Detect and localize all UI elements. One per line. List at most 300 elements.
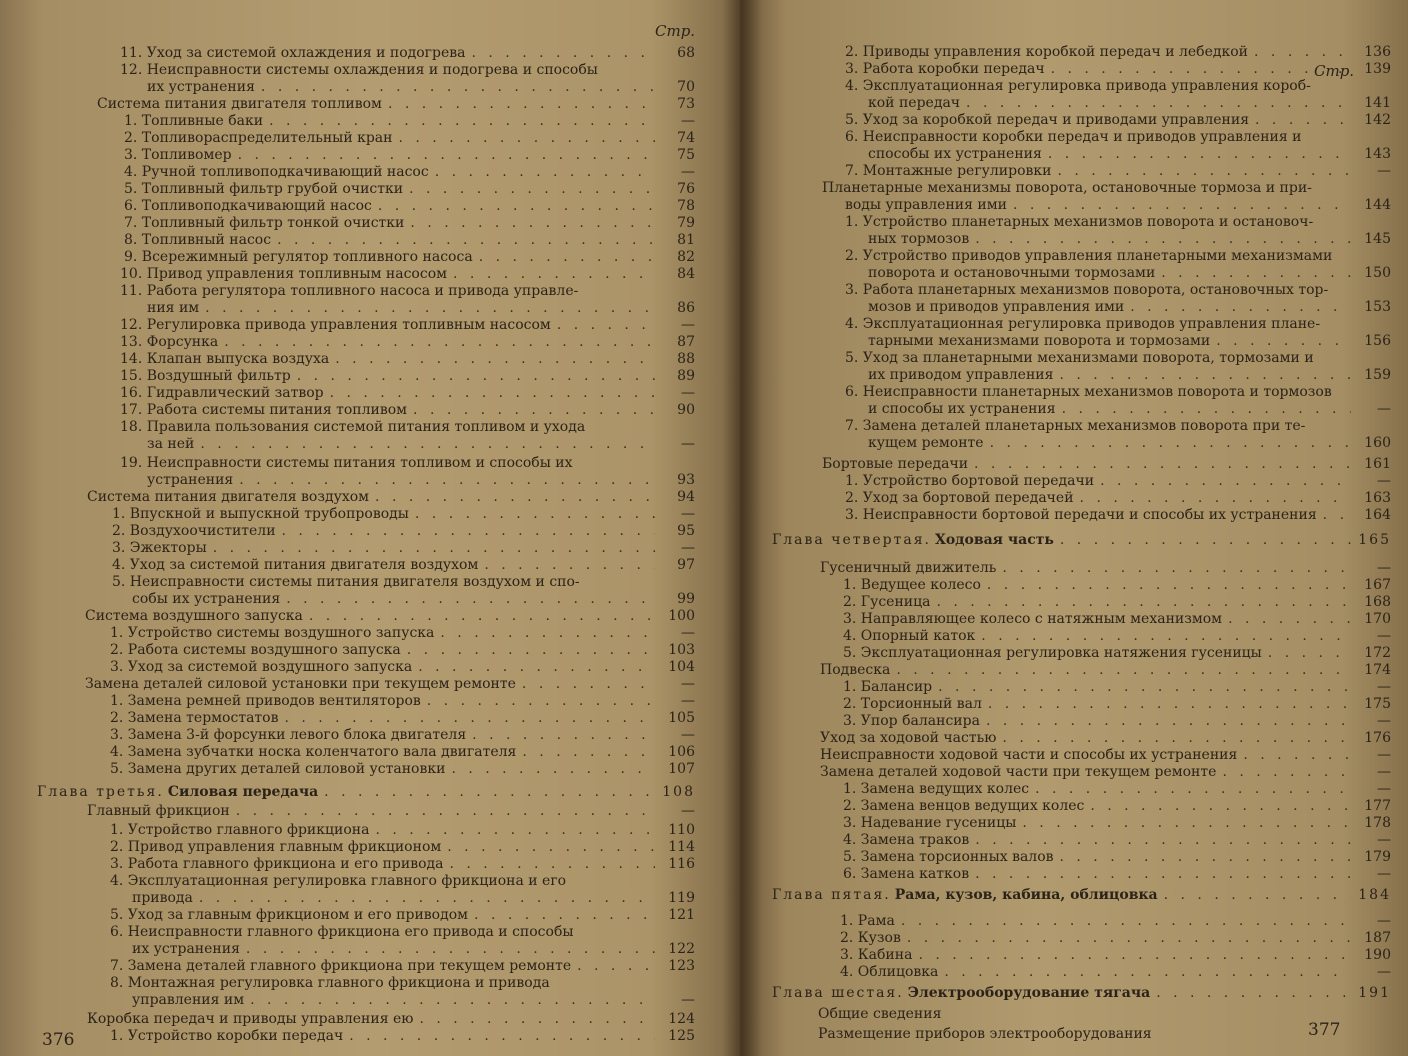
toc-page-number: 93	[677, 472, 695, 488]
toc-entry-title: 19. Неисправности системы питания топливом и способы их	[120, 455, 573, 471]
toc-entry	[110, 975, 635, 991]
toc-page-number: 172	[1364, 645, 1391, 661]
toc-entry-title: ния им	[147, 300, 200, 316]
toc-chapter-heading	[37, 784, 695, 800]
toc-entry	[845, 490, 1391, 506]
toc-entry-title: Подвеска	[820, 662, 891, 678]
dot-leader	[236, 803, 655, 819]
chapter-label: Глава шестая.	[772, 985, 904, 1001]
toc-page-number: 167	[1364, 577, 1391, 593]
dot-leader	[479, 249, 655, 265]
toc-page-number: 76	[677, 181, 695, 197]
toc-entry	[845, 248, 1335, 264]
toc-entry	[110, 1028, 695, 1044]
toc-entry-title: 1. Устройство системы воздушного запуска	[110, 625, 435, 641]
toc-entry	[845, 316, 1335, 332]
toc-page-number: 175	[1364, 696, 1391, 712]
toc-page-number: —	[1377, 781, 1391, 797]
toc-page-number: 99	[677, 591, 695, 607]
toc-entry	[110, 822, 695, 838]
toc-entry	[868, 265, 1391, 281]
toc-entry	[840, 964, 1391, 980]
chapter-title: Силовая передача	[167, 784, 319, 800]
toc-entry	[845, 418, 1335, 434]
toc-entry-title: 10. Привод управления топливным насосом	[120, 266, 448, 282]
toc-page-number: 179	[1364, 849, 1391, 865]
toc-entry-title: устранения	[147, 472, 234, 488]
toc-entry-title: 1. Балансир	[843, 679, 933, 695]
toc-entry	[120, 455, 635, 471]
toc-entry-title: 1. Устройство планетарных механизмов поворота и остановоч-	[845, 214, 1314, 230]
dot-leader	[1164, 887, 1351, 903]
dot-leader	[944, 964, 1351, 980]
toc-entry	[843, 594, 1391, 610]
toc-page-number: 165	[1358, 532, 1391, 548]
toc-page-number: 104	[668, 659, 695, 675]
dot-leader	[409, 181, 655, 197]
dot-leader	[901, 913, 1351, 929]
dot-leader	[986, 713, 1351, 729]
toc-entry	[112, 506, 695, 522]
toc-entry-title: привода	[132, 890, 193, 906]
toc-entry-title: 8. Топливный насос	[124, 232, 272, 248]
toc-entry-title: 2. Замена венцов ведущих колес	[843, 798, 1085, 814]
chapter-title: Электрооборудование тягача	[907, 985, 1151, 1001]
dot-leader	[199, 890, 655, 906]
toc-entry-title: 2. Воздухоочистители	[112, 523, 276, 539]
dot-leader	[1059, 367, 1351, 383]
toc-page-number: 89	[677, 368, 695, 384]
toc-entry	[820, 730, 1391, 746]
dot-leader	[1060, 849, 1352, 865]
dot-leader	[1100, 473, 1351, 489]
toc-entry	[820, 764, 1391, 780]
toc-page-number: 176	[1364, 730, 1391, 746]
toc-page-number: 177	[1364, 798, 1391, 814]
toc-entry	[845, 282, 1335, 298]
dot-leader	[975, 231, 1351, 247]
dot-leader	[449, 856, 655, 872]
chapter-title: Рама, кузов, кабина, облицовка	[894, 887, 1158, 903]
dot-leader	[378, 198, 655, 214]
toc-page-number: 143	[1364, 146, 1391, 162]
toc-entry	[112, 557, 695, 573]
toc-entry-title: 1. Устройство главного фрикциона	[110, 822, 370, 838]
dot-leader	[224, 334, 655, 350]
toc-page-number: 184	[1358, 887, 1391, 903]
dot-leader	[484, 557, 655, 573]
toc-page-number: 144	[1364, 197, 1391, 213]
toc-entry	[845, 112, 1391, 128]
toc-entry-title: 4. Опорный каток	[843, 628, 976, 644]
toc-entry-title: 8. Монтажная регулировка главного фрикциона и привода	[110, 975, 550, 991]
dot-leader	[987, 577, 1351, 593]
toc-entry-title: 13. Форсунка	[120, 334, 219, 350]
toc-entry-title: их приводом управления	[868, 367, 1054, 383]
toc-entry-title: Размещение приборов электрооборудования	[818, 1026, 1152, 1042]
toc-entry-title: Система воздушного запуска	[85, 608, 303, 624]
dot-leader	[896, 662, 1351, 678]
toc-entry	[845, 78, 1335, 94]
toc-entry	[845, 197, 1391, 213]
toc-entry-title: 1. Ведущее колесо	[843, 577, 981, 593]
dot-leader	[975, 866, 1351, 882]
dot-leader	[1002, 730, 1351, 746]
toc-entry	[147, 300, 695, 316]
toc-entry-title: Бортовые передачи	[822, 456, 969, 472]
toc-entry-title: 1. Устройство коробки передач	[110, 1028, 344, 1044]
toc-entry-title: 3. Топливомер	[124, 147, 232, 163]
toc-entry-title: 15. Воздушный фильтр	[120, 368, 291, 384]
right-page	[740, 0, 1408, 1056]
book-gutter	[722, 0, 762, 1056]
dot-leader	[413, 402, 655, 418]
dot-leader	[1161, 265, 1351, 281]
dot-leader	[1002, 560, 1351, 576]
toc-entry-title: 18. Правила пользования системой питания топливом и ухода	[120, 419, 586, 435]
toc-entry-title: 5. Топливный фильтр грубой очистки	[124, 181, 404, 197]
toc-entry	[840, 930, 1391, 946]
toc-page-number: 110	[668, 822, 695, 838]
toc-entry	[868, 333, 1391, 349]
dot-leader	[205, 300, 655, 316]
toc-entry-title: Гусеничный движитель	[820, 560, 997, 576]
dot-leader	[451, 761, 655, 777]
dot-leader	[918, 947, 1351, 963]
toc-page-number: 87	[677, 334, 695, 350]
toc-entry	[843, 577, 1391, 593]
toc-page-number: 145	[1364, 231, 1391, 247]
toc-page-number: 94	[677, 489, 695, 505]
toc-page-number: 136	[1364, 44, 1391, 60]
dot-leader	[1323, 507, 1351, 523]
toc-page-number: 191	[1358, 985, 1391, 1001]
toc-page-number: 82	[677, 249, 695, 265]
toc-entry-title: 4. Замена траков	[843, 832, 970, 848]
toc-entry-title: кой передач	[868, 95, 961, 111]
toc-entry	[840, 913, 1391, 929]
toc-entry-title: 12. Регулировка привода управления топливным насосом	[120, 317, 551, 333]
toc-page-number: —	[681, 727, 695, 743]
toc-entry	[124, 130, 695, 146]
toc-page-number: —	[1377, 913, 1391, 929]
toc-entry	[87, 1011, 695, 1027]
toc-entry	[110, 958, 695, 974]
dot-leader	[981, 628, 1351, 644]
toc-entry	[820, 747, 1391, 763]
toc-entry	[843, 679, 1391, 695]
toc-page-number: 81	[677, 232, 695, 248]
toc-entry-title: 7. Замена деталей главного фрикциона при текущем ремонте	[110, 958, 572, 974]
toc-entry-title: Система питания двигателя воздухом	[87, 489, 370, 505]
toc-entry-title: управления им	[132, 992, 245, 1008]
toc-page-number: 125	[668, 1028, 695, 1044]
toc-page-number: —	[681, 540, 695, 556]
toc-entry	[843, 815, 1391, 831]
toc-entry-title: Планетарные механизмы поворота, остановочные тормоза и при-	[822, 180, 1312, 196]
toc-entry	[843, 611, 1391, 627]
toc-entry-title: 5. Уход за планетарными механизмами поворота, тормозами и	[845, 350, 1314, 366]
toc-entry-title: Неисправности ходовой части и способы их устранения	[820, 747, 1238, 763]
toc-page-number: 84	[677, 266, 695, 282]
toc-entry-title: 2. Кузов	[840, 930, 901, 946]
toc-page-number: —	[681, 803, 695, 819]
toc-chapter-heading	[772, 887, 1391, 903]
toc-entry	[110, 873, 635, 889]
toc-page-number: 178	[1364, 815, 1391, 831]
toc-page-number: 97	[677, 557, 695, 573]
toc-entry	[845, 384, 1335, 400]
dot-leader	[1268, 645, 1351, 661]
toc-page-number: —	[681, 164, 695, 180]
toc-page-number: 174	[1364, 662, 1391, 678]
toc-entry	[110, 761, 695, 777]
dot-leader	[261, 79, 655, 95]
toc-entry-title: 12. Неисправности системы охлаждения и подогрева и способы	[120, 62, 598, 78]
toc-page-number: 68	[677, 45, 695, 61]
toc-entry-title: Система питания двигателя топливом	[97, 96, 382, 112]
dot-leader	[349, 1028, 655, 1044]
toc-page-number: 187	[1364, 930, 1391, 946]
toc-entry	[843, 832, 1391, 848]
toc-entry	[120, 419, 635, 435]
toc-entry	[868, 435, 1391, 451]
toc-entry-title: мозов и приводов управления ими	[868, 299, 1125, 315]
chapter-label: Глава четвертая.	[772, 532, 931, 548]
toc-entry-title: 3. Надевание гусеницы	[843, 815, 1017, 831]
toc-entry-title: 2. Топливораспределительный кран	[124, 130, 393, 146]
toc-chapter-heading	[772, 532, 1391, 548]
toc-page-number: 106	[668, 744, 695, 760]
dot-leader	[966, 95, 1351, 111]
toc-entry-title: воды управления ими	[845, 197, 1007, 213]
dot-leader	[1051, 61, 1351, 77]
toc-page-number: 107	[668, 761, 695, 777]
toc-page-number: 105	[668, 710, 695, 726]
toc-entry	[120, 62, 635, 78]
toc-entry	[124, 198, 695, 214]
toc-entry-title: 3. Работа планетарных механизмов поворота, остановочных тор-	[845, 282, 1329, 298]
toc-entry-title: 4. Облицовка	[840, 964, 939, 980]
toc-entry-title: ных тормозов	[868, 231, 970, 247]
toc-entry	[110, 856, 695, 872]
dot-leader	[472, 727, 655, 743]
toc-entry-title: 2. Гусеница	[843, 594, 931, 610]
toc-entry	[845, 163, 1391, 179]
toc-page-number: 190	[1364, 947, 1391, 963]
toc-entry	[110, 659, 695, 675]
toc-entry-title: 3. Работа коробки передач	[845, 61, 1045, 77]
toc-entry	[843, 628, 1391, 644]
toc-entry	[868, 95, 1391, 111]
dot-leader	[1243, 747, 1351, 763]
toc-entry	[120, 334, 695, 350]
toc-entry	[112, 574, 635, 590]
toc-page-number: 160	[1364, 435, 1391, 451]
dot-leader	[324, 784, 655, 800]
dot-leader	[330, 385, 655, 401]
toc-entry-title: 7. Замена деталей планетарных механизмов поворота при те-	[845, 418, 1306, 434]
toc-page-number: 116	[668, 856, 695, 872]
dot-leader	[1255, 112, 1351, 128]
toc-page-number: 86	[677, 300, 695, 316]
toc-entry-title: тарными механизмами поворота и тормозами	[868, 333, 1211, 349]
toc-entry-title: 3. Уход за системой воздушного запуска	[110, 659, 413, 675]
toc-entry	[85, 676, 695, 692]
toc-entry	[843, 645, 1391, 661]
dot-leader	[388, 96, 655, 112]
toc-entry	[843, 798, 1391, 814]
toc-entry-title: и способы их устранения	[868, 401, 1056, 417]
dot-leader	[1060, 532, 1351, 548]
toc-entry-title: 3. Направляющее колесо с натяжным механизмом	[843, 611, 1223, 627]
toc-entry	[868, 231, 1391, 247]
toc-entry	[868, 146, 1391, 162]
dot-leader	[1216, 333, 1351, 349]
toc-page-number: —	[1377, 964, 1391, 980]
toc-entry	[87, 489, 695, 505]
toc-entry	[110, 727, 695, 743]
toc-entry-title: 2. Торсионный вал	[843, 696, 982, 712]
toc-page-number: 103	[668, 642, 695, 658]
dot-leader	[1013, 197, 1351, 213]
toc-entry	[85, 608, 695, 624]
toc-entry	[120, 266, 695, 282]
toc-entry-title: их устранения	[147, 79, 255, 95]
toc-entry-title: 6. Неисправности коробки передач и приводов управления и	[845, 129, 1302, 145]
toc-entry	[845, 507, 1391, 523]
toc-entry-title: собы их устранения	[132, 591, 281, 607]
toc-page-number: 153	[1364, 299, 1391, 315]
dot-leader	[1254, 44, 1351, 60]
toc-entry-title: 6. Неисправности планетарных механизмов поворота и тормозов	[845, 384, 1332, 400]
toc-chapter-heading	[772, 985, 1391, 1001]
dot-leader	[1035, 781, 1351, 797]
toc-page-number: —	[681, 676, 695, 692]
dot-leader	[440, 625, 655, 641]
toc-entry-title: 3. Работа главного фрикциона и его привода	[110, 856, 444, 872]
toc-entry-title: 2. Привод управления главным фрикционом	[110, 839, 442, 855]
toc-entry-title: 2. Устройство приводов управления планетарными механизмами	[845, 248, 1333, 264]
toc-entry-title: Общие сведения	[818, 1006, 942, 1022]
toc-page-number: —	[681, 317, 695, 333]
toc-entry	[845, 129, 1335, 145]
table-of-contents-right	[740, 0, 1408, 1056]
dot-leader	[297, 368, 655, 384]
toc-entry	[132, 992, 695, 1008]
toc-page-number: 88	[677, 351, 695, 367]
toc-entry-title: 3. Замена 3-й форсунки левого блока двигателя	[110, 727, 467, 743]
toc-page-number: —	[681, 506, 695, 522]
dot-leader	[1057, 163, 1351, 179]
toc-page-number: —	[681, 436, 695, 452]
toc-entry-title: 11. Работа регулятора топливного насоса и привода управле-	[120, 283, 579, 299]
toc-entry	[843, 713, 1391, 729]
toc-page-number: 150	[1364, 265, 1391, 281]
dot-leader	[1080, 490, 1351, 506]
toc-page-number: 168	[1364, 594, 1391, 610]
toc-entry-title: 1. Замена ведущих колес	[843, 781, 1030, 797]
toc-page-number: 108	[662, 784, 695, 800]
toc-page-number: 119	[668, 890, 695, 906]
toc-entry	[818, 1006, 1318, 1022]
toc-page-number: —	[681, 992, 695, 1008]
dot-leader	[415, 506, 655, 522]
dot-leader	[522, 744, 655, 760]
toc-page-number: —	[681, 693, 695, 709]
toc-page-number: —	[681, 625, 695, 641]
toc-entry-title: 16. Гидравлический затвор	[120, 385, 324, 401]
dot-leader	[427, 693, 655, 709]
toc-entry	[120, 283, 635, 299]
toc-entry	[132, 941, 695, 957]
dot-leader	[375, 489, 655, 505]
toc-entry	[124, 113, 695, 129]
toc-page-number: —	[1377, 747, 1391, 763]
toc-page-number: —	[1377, 628, 1391, 644]
dot-leader	[975, 832, 1351, 848]
toc-entry	[147, 79, 695, 95]
toc-entry-title: 9. Всережимный регулятор топливного насоса	[124, 249, 473, 265]
toc-entry-title: их устранения	[132, 941, 240, 957]
toc-entry-title: 4. Эксплуатационная регулировка приводов управления плане-	[845, 316, 1321, 332]
dot-leader	[1090, 798, 1351, 814]
toc-page-number: 142	[1364, 112, 1391, 128]
toc-entry-title: 4. Ручной топливоподкачивающий насос	[124, 164, 429, 180]
toc-entry	[820, 662, 1391, 678]
toc-page-number: —	[1377, 679, 1391, 695]
toc-entry	[110, 710, 695, 726]
page-column-label: Стр.	[655, 22, 696, 40]
dot-leader	[419, 1011, 655, 1027]
toc-page-number: 159	[1364, 367, 1391, 383]
toc-entry-title: 1. Рама	[840, 913, 895, 929]
dot-leader	[335, 351, 655, 367]
toc-entry-title: 11. Уход за системой охлаждения и подогрева	[120, 45, 466, 61]
toc-entry	[110, 907, 695, 923]
toc-page-number: —	[1377, 560, 1391, 576]
dot-leader	[907, 930, 1351, 946]
toc-entry-title: 7. Топливный фильтр тонкой очистки	[124, 215, 405, 231]
toc-entry	[110, 625, 695, 641]
toc-entry-title: 3. Эжекторы	[112, 540, 207, 556]
toc-page-number: —	[1377, 713, 1391, 729]
toc-entry	[822, 180, 1335, 196]
dot-leader	[1156, 985, 1351, 1001]
dot-leader	[453, 266, 655, 282]
toc-entry-title: Коробка передач и приводы управления ею	[87, 1011, 414, 1027]
toc-entry	[843, 781, 1391, 797]
toc-entry	[147, 472, 695, 488]
dot-leader	[988, 696, 1351, 712]
toc-entry-title: 4. Эксплуатационная регулировка главного фрикциона и его	[110, 873, 567, 889]
toc-page-number: 122	[668, 941, 695, 957]
toc-page-number: 79	[677, 215, 695, 231]
toc-entry-title: 6. Топливоподкачивающий насос	[124, 198, 372, 214]
toc-entry-title: способы их устранения	[868, 146, 1042, 162]
toc-page-number: —	[1377, 764, 1391, 780]
dot-leader	[1062, 401, 1351, 417]
toc-entry	[845, 473, 1391, 489]
toc-entry	[845, 350, 1335, 366]
dot-leader	[474, 907, 655, 923]
chapter-title: Ходовая часть	[934, 532, 1054, 548]
toc-entry-title: 4. Эксплуатационная регулировка привода управления короб-	[845, 78, 1311, 94]
toc-page-number: 141	[1364, 95, 1391, 111]
dot-leader	[286, 591, 655, 607]
toc-entry-title: Замена деталей ходовой части при текущем ремонте	[820, 764, 1217, 780]
page-number-right: 377	[1308, 1020, 1341, 1040]
